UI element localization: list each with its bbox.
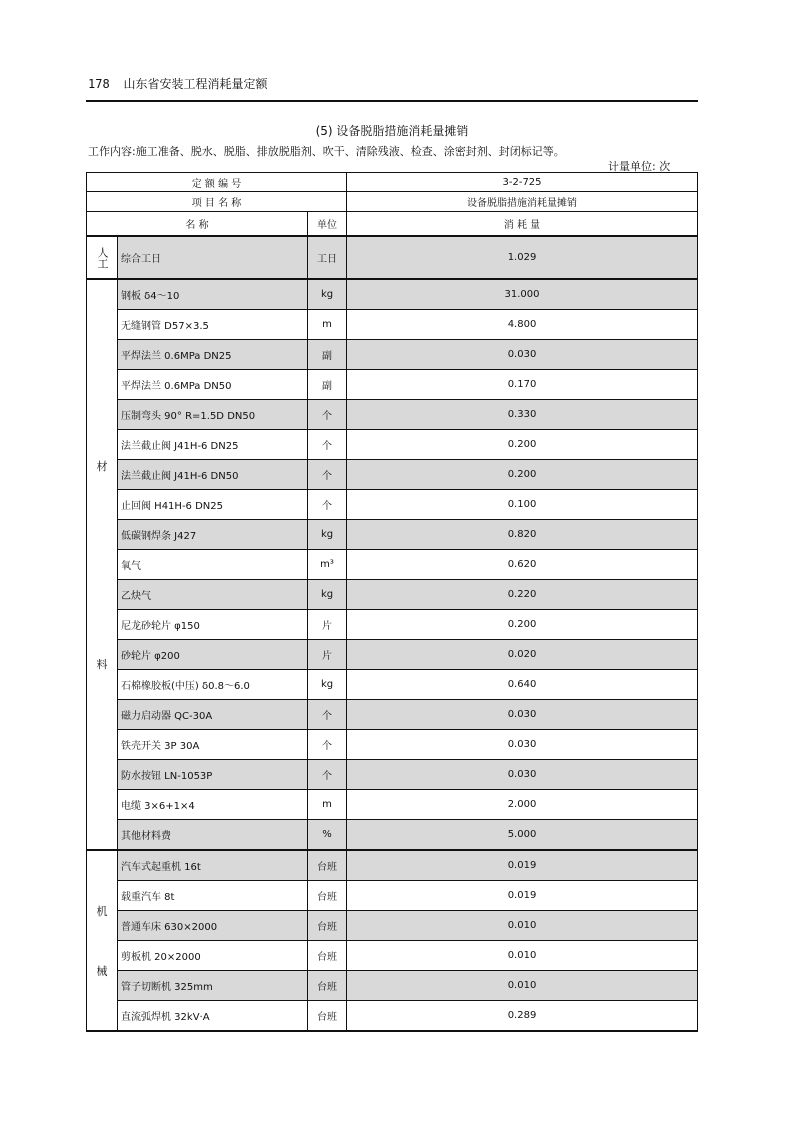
item-value-cell: 0.019 xyxy=(347,881,698,911)
table-row xyxy=(87,236,698,279)
col-header-unit: 单位 xyxy=(308,212,347,237)
item-value-cell: 0.200 xyxy=(347,610,698,640)
item-name-cell: 低碳钢焊条 J427 xyxy=(118,520,308,550)
category-label: 人工 xyxy=(96,246,109,269)
item-name-cell: 氧气 xyxy=(118,550,308,580)
item-unit-cell: m³ xyxy=(308,550,347,580)
item-value-cell: 0.010 xyxy=(347,941,698,971)
book-title: 山东省安装工程消耗量定额 xyxy=(123,77,268,91)
item-value-cell: 0.620 xyxy=(347,550,698,580)
item-name-cell: 法兰截止阀 J41H-6 DN50 xyxy=(118,460,308,490)
item-value-cell: 0.820 xyxy=(347,520,698,550)
item-value-cell: 0.010 xyxy=(347,971,698,1001)
quota-code: 3-2-725 xyxy=(347,173,698,192)
table-row xyxy=(87,550,698,580)
item-value-cell: 4.800 xyxy=(347,310,698,340)
category-label-top: 机 xyxy=(96,904,108,918)
item-unit-cell: 台班 xyxy=(308,911,347,941)
item-value-cell: 0.030 xyxy=(347,730,698,760)
item-unit-cell: 片 xyxy=(308,640,347,670)
item-unit-cell: 个 xyxy=(308,460,347,490)
header-divider xyxy=(86,100,698,102)
item-name-cell: 尼龙砂轮片 φ150 xyxy=(118,610,308,640)
item-name-cell: 防水按钮 LN-1053P xyxy=(118,760,308,790)
table-row xyxy=(87,1001,698,1032)
item-name-row xyxy=(87,192,698,212)
table-row xyxy=(87,911,698,941)
item-value-cell: 0.200 xyxy=(347,460,698,490)
materials-category xyxy=(87,279,118,850)
item-value-cell: 0.030 xyxy=(347,340,698,370)
item-value-cell: 2.000 xyxy=(347,790,698,820)
work-content xyxy=(88,146,618,158)
item-unit-cell: 台班 xyxy=(308,941,347,971)
table-row xyxy=(87,580,698,610)
item-unit-cell: 个 xyxy=(308,700,347,730)
labor-category xyxy=(87,236,118,279)
item-unit-cell: 副 xyxy=(308,340,347,370)
quota-code-label: 定 额 编 号 xyxy=(87,173,347,192)
table-row xyxy=(87,460,698,490)
table-row xyxy=(87,610,698,640)
item-value-cell: 0.019 xyxy=(347,850,698,881)
table-row xyxy=(87,370,698,400)
item-unit-cell: 台班 xyxy=(308,971,347,1001)
section-title: (5) 设备脱脂措施消耗量摊销 xyxy=(315,124,469,138)
machinery-category xyxy=(87,850,118,1031)
item-value-cell: 0.330 xyxy=(347,400,698,430)
item-unit-cell: 片 xyxy=(308,610,347,640)
item-name-cell: 法兰截止阀 J41H-6 DN25 xyxy=(118,430,308,460)
item-unit-cell: kg xyxy=(308,670,347,700)
table-row xyxy=(87,640,698,670)
item-name-cell: 管子切断机 325mm xyxy=(118,971,308,1001)
item-name-cell: 钢板 δ4～10 xyxy=(118,279,308,310)
item-value-cell: 0.030 xyxy=(347,700,698,730)
item-value-cell: 0.030 xyxy=(347,760,698,790)
item-unit-cell: kg xyxy=(308,520,347,550)
item-name-cell: 电缆 3×6+1×4 xyxy=(118,790,308,820)
table-row xyxy=(87,400,698,430)
table-row xyxy=(87,820,698,851)
table-row xyxy=(87,670,698,700)
table-row xyxy=(87,790,698,820)
item-name-cell: 无缝钢管 D57×3.5 xyxy=(118,310,308,340)
quota-code-row xyxy=(87,173,698,192)
table-row xyxy=(87,340,698,370)
table-row xyxy=(87,881,698,911)
table-row xyxy=(87,941,698,971)
category-label-bottom: 料 xyxy=(96,657,108,671)
table-row xyxy=(87,850,698,881)
table-row xyxy=(87,279,698,310)
item-name-cell: 石棉橡胶板(中压) δ0.8～6.0 xyxy=(118,670,308,700)
item-unit-cell: m xyxy=(308,790,347,820)
item-name-cell: 铁壳开关 3P 30A xyxy=(118,730,308,760)
table-row xyxy=(87,520,698,550)
item-name-cell: 直流弧焊机 32kV·A xyxy=(118,1001,308,1032)
item-value-cell: 0.010 xyxy=(347,911,698,941)
table-row xyxy=(87,700,698,730)
item-name-cell: 磁力启动器 QC-30A xyxy=(118,700,308,730)
item-value-cell: 1.029 xyxy=(347,236,698,279)
item-name-cell: 载重汽车 8t xyxy=(118,881,308,911)
item-unit-cell: 台班 xyxy=(308,1001,347,1032)
item-name-cell: 砂轮片 φ200 xyxy=(118,640,308,670)
work-content-label: 工作内容: xyxy=(88,145,136,158)
item-unit-cell: 个 xyxy=(308,730,347,760)
item-name-cell: 普通车床 630×2000 xyxy=(118,911,308,941)
item-name-label: 项 目 名 称 xyxy=(87,192,347,212)
item-unit-cell: 个 xyxy=(308,400,347,430)
table-row xyxy=(87,310,698,340)
column-header-row xyxy=(87,212,698,237)
item-unit-cell: 台班 xyxy=(308,850,347,881)
item-name-cell: 其他材料费 xyxy=(118,820,308,851)
work-content-text: 施工准备、脱水、脱脂、排放脱脂剂、吹干、清除残液、检查、涂密封剂、封闭标记等。 xyxy=(135,145,565,158)
item-name-cell: 汽车式起重机 16t xyxy=(118,850,308,881)
table-row xyxy=(87,760,698,790)
item-name-cell: 平焊法兰 0.6MPa DN50 xyxy=(118,370,308,400)
item-name-cell: 止回阀 H41H-6 DN25 xyxy=(118,490,308,520)
page-header xyxy=(88,75,268,92)
item-value-cell: 31.000 xyxy=(347,279,698,310)
item-value-cell: 0.020 xyxy=(347,640,698,670)
item-value-cell: 0.220 xyxy=(347,580,698,610)
item-value-cell: 5.000 xyxy=(347,820,698,851)
item-unit-cell: 工日 xyxy=(308,236,347,279)
item-name: 设备脱脂措施消耗量摊销 xyxy=(347,192,698,212)
col-header-qty: 消 耗 量 xyxy=(347,212,698,237)
table-row xyxy=(87,490,698,520)
table-row xyxy=(87,730,698,760)
item-name-cell: 综合工日 xyxy=(118,236,308,279)
item-unit-cell: kg xyxy=(308,580,347,610)
page-number: 178 xyxy=(88,77,110,91)
measurement-unit: 计量单位: 次 xyxy=(608,160,671,173)
category-label-top: 材 xyxy=(96,459,108,473)
item-name-cell: 平焊法兰 0.6MPa DN25 xyxy=(118,340,308,370)
table-row xyxy=(87,971,698,1001)
item-unit-cell: 个 xyxy=(308,490,347,520)
item-value-cell: 0.170 xyxy=(347,370,698,400)
item-unit-cell: 个 xyxy=(308,430,347,460)
item-unit-cell: kg xyxy=(308,279,347,310)
item-name-cell: 压制弯头 90° R=1.5D DN50 xyxy=(118,400,308,430)
category-label-bottom: 械 xyxy=(96,964,108,978)
item-value-cell: 0.200 xyxy=(347,430,698,460)
item-name-cell: 剪板机 20×2000 xyxy=(118,941,308,971)
col-header-name: 名 称 xyxy=(87,212,308,237)
item-unit-cell: % xyxy=(308,820,347,851)
quota-table xyxy=(86,172,698,1032)
item-value-cell: 0.640 xyxy=(347,670,698,700)
table-row xyxy=(87,430,698,460)
item-unit-cell: m xyxy=(308,310,347,340)
item-value-cell: 0.100 xyxy=(347,490,698,520)
item-value-cell: 0.289 xyxy=(347,1001,698,1032)
item-unit-cell: 副 xyxy=(308,370,347,400)
item-name-cell: 乙炔气 xyxy=(118,580,308,610)
item-unit-cell: 个 xyxy=(308,760,347,790)
item-unit-cell: 台班 xyxy=(308,881,347,911)
